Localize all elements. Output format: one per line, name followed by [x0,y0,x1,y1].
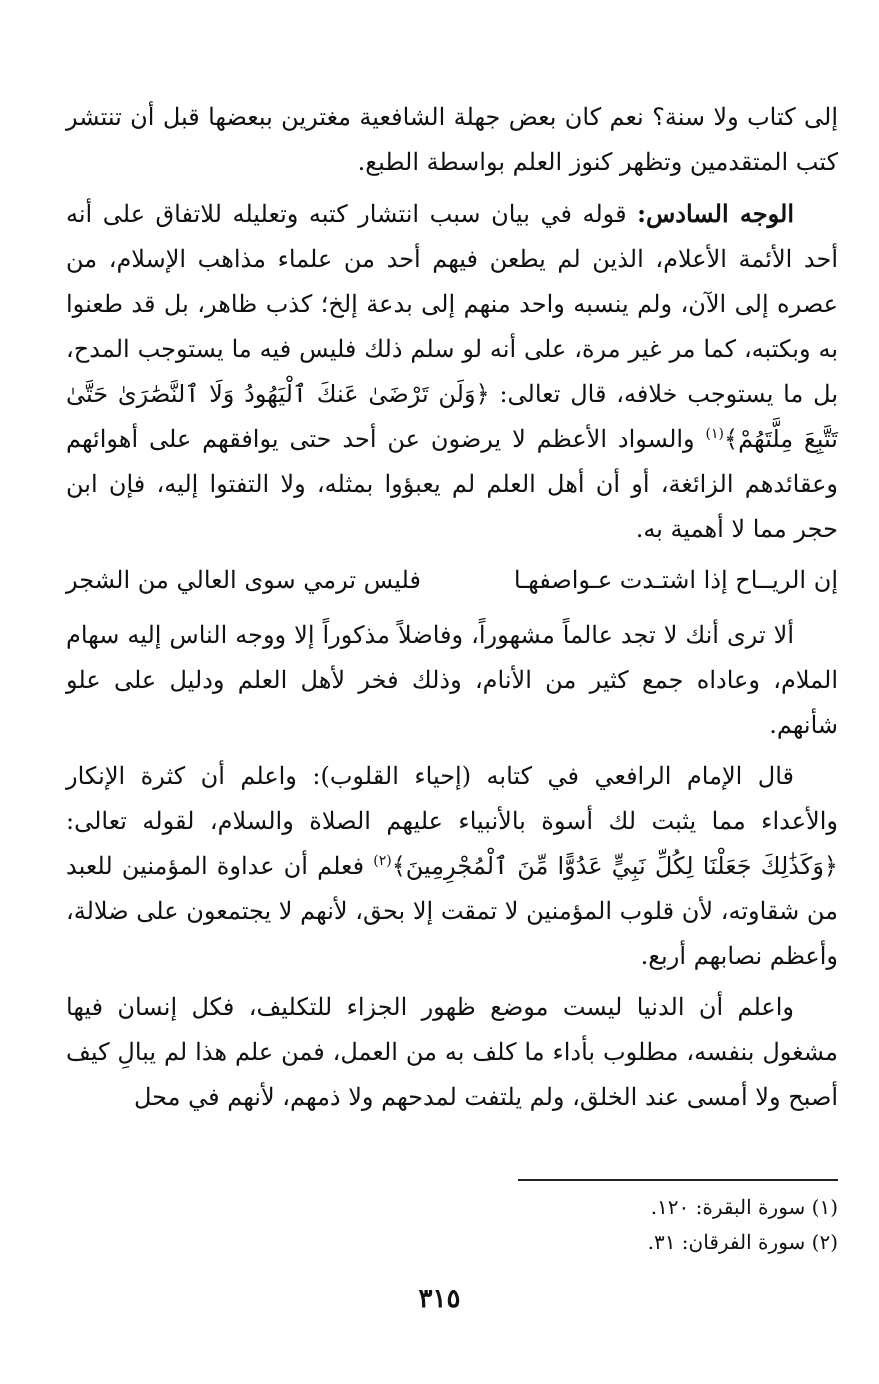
paragraph-2-after: والسواد الأعظم لا يرضون عن أحد حتى يوافقهم على أهوائهم وعقائدهم الزائغة، أو أن أهل العلم لم يعبؤوا بمثله، ولا التفتوا إليه، فإن ابن حجر مما لا أهمية به. [66,425,838,543]
verse-second-hemistich: فليس ترمي سوى العالي من الشجر [66,566,421,594]
footnote-ref-2[interactable]: (٢) [373,853,392,869]
paragraph-2-lead: الوجه السادس: [637,199,794,228]
quran-verse-2: ﴿وَكَذَٰلِكَ جَعَلْنَا لِكُلِّ نَبِيٍّ عَدُوًّا مِّنَ ٱلْمُجْرِمِينَ﴾ [391,852,838,880]
quran-verse-1: ﴿وَلَن تَرْضَىٰ عَنكَ ٱلْيَهُودُ وَلَا ٱلنَّصَٰرَىٰ حَتَّىٰ تَتَّبِعَ مِلَّتَهُمْ﴾ [66,380,838,453]
paragraph-3: ألا ترى أنك لا تجد عالماً مشهوراً، وفاضلاً مذكوراً إلا ووجه الناس إليه سهام الملام، وعاداه جمع كثير من الأنام، وذلك فخر لأهل العلم ودليل على علو شأنهم. [66,621,838,739]
page-body [66,95,838,1126]
paragraph-2-text: قوله في بيان سبب انتشار كتبه وتعليله للاتفاق على أنه أحد الأئمة الأعلام، الذين لم يطعن فيهم أحد من علماء مذاهب الإسلام، من عصره إلى الآن، ولم ينسبه واحد منهم إلى بدعة إلخ؛ كذب ظاهر، بل قد طعنوا به وبكتبه، كما مر غير مرة، على أنه لو سلم ذلك فليس فيه ما يستوجب المدح، بل ما يستوجب خلافه، قال تعالى: [66,200,839,408]
paragraph-1: إلى كتاب ولا سنة؟ نعم كان بعض جهلة الشافعية مغترين ببعضها قبل أن تنتشر كتب المتقدمين وتظهر كنوز العلم بواسطة الطبع. [66,103,838,176]
paragraph-5: واعلم أن الدنيا ليست موضع ظهور الجزاء للتكليف، فكل إنسان فيها مشغول بنفسه، مطلوب بأداء ما كلف به من العمل، فمن علم هذا لم يبالِ كيف أصبح ولا أمسى عند الخلق، ولم يلتفت لمدحهم ولا ذمهم، لأنهم في محل [66,993,838,1111]
footnote-divider [518,1179,838,1181]
paragraph-4-text: قال الإمام الرافعي في كتابه (إحياء القلوب): واعلم أن كثرة الإنكار والأعداء مما يثبت لك أسوة بالأنبياء عليهم الصلاة والسلام، لقوله تعالى: [66,762,839,835]
footnotes [66,1190,838,1260]
page-number: ٣١٥ [418,1284,461,1314]
verse-first-hemistich: إن الريــاح إذا اشتـدت عـواصفهـا [513,566,838,594]
footnote-2: (٢) سورة الفرقان: ٣١. [647,1230,838,1254]
paragraph-2 [66,191,838,552]
poetry-verse [66,558,838,603]
footnote-1: (١) سورة البقرة: ١٢٠. [650,1195,838,1219]
paragraph-4 [66,754,838,979]
footnote-ref-1[interactable]: (١) [705,426,724,442]
paragraph-4-after: فعلم أن عداوة المؤمنين للعبد من شقاوته، لأن قلوب المؤمنين لا تمقت إلا بحق، لأنهم لا يجتمعون على ضلالة، وأعظم نصابهم أربع. [66,852,838,970]
